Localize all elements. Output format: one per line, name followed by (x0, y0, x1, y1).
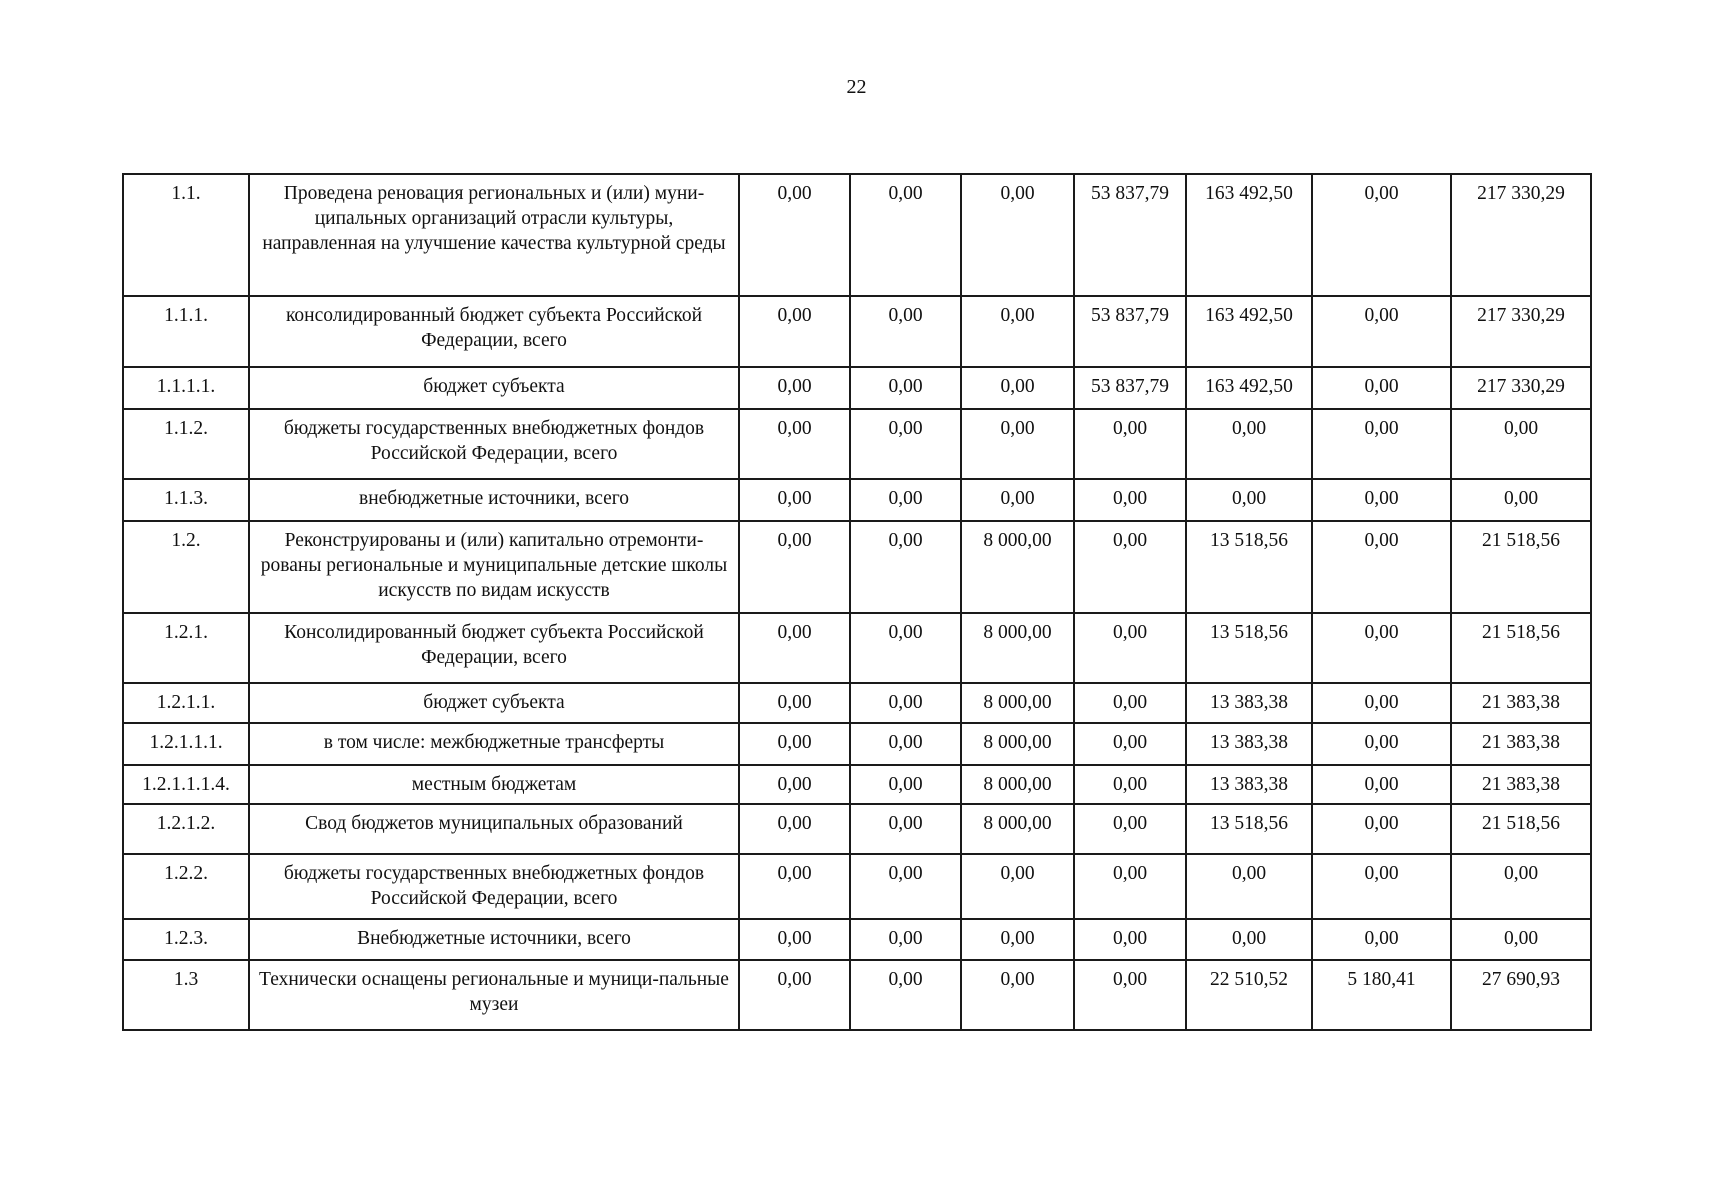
table-row (123, 174, 1591, 296)
value-col-2: 0,00 (850, 174, 961, 296)
row-total: 21 383,38 (1451, 723, 1591, 765)
row-code: 1.1.2. (123, 409, 249, 479)
row-total: 27 690,93 (1451, 960, 1591, 1030)
value-col-6: 0,00 (1312, 804, 1451, 854)
value-col-2: 0,00 (850, 854, 961, 919)
row-total: 21 518,56 (1451, 613, 1591, 683)
value-col-1: 0,00 (739, 367, 850, 409)
row-description: бюджеты государственных внебюджетных фондов Российской Федерации, всего (249, 854, 739, 919)
value-col-4: 0,00 (1074, 521, 1186, 613)
value-col-5: 13 383,38 (1186, 723, 1312, 765)
value-col-3: 8 000,00 (961, 765, 1074, 804)
value-col-3: 0,00 (961, 174, 1074, 296)
table-row (123, 960, 1591, 1030)
value-col-3: 0,00 (961, 854, 1074, 919)
row-description: Свод бюджетов муниципальных образований (249, 804, 739, 854)
value-col-6: 0,00 (1312, 854, 1451, 919)
value-col-3: 8 000,00 (961, 613, 1074, 683)
page-number: 22 (846, 76, 867, 98)
row-code: 1.1.1.1. (123, 367, 249, 409)
table-row (123, 367, 1591, 409)
value-col-3: 0,00 (961, 296, 1074, 367)
value-col-5: 163 492,50 (1186, 367, 1312, 409)
table-row (123, 723, 1591, 765)
budget-table (122, 173, 1592, 1031)
value-col-2: 0,00 (850, 804, 961, 854)
value-col-4: 0,00 (1074, 854, 1186, 919)
value-col-2: 0,00 (850, 613, 961, 683)
row-code: 1.2.1.1.1.4. (123, 765, 249, 804)
table-row (123, 521, 1591, 613)
value-col-4: 0,00 (1074, 919, 1186, 960)
table-row (123, 296, 1591, 367)
row-code: 1.2.3. (123, 919, 249, 960)
value-col-5: 0,00 (1186, 854, 1312, 919)
value-col-3: 0,00 (961, 919, 1074, 960)
value-col-3: 8 000,00 (961, 683, 1074, 723)
value-col-5: 163 492,50 (1186, 174, 1312, 296)
row-total: 0,00 (1451, 409, 1591, 479)
value-col-6: 0,00 (1312, 174, 1451, 296)
table-row (123, 854, 1591, 919)
value-col-4: 0,00 (1074, 804, 1186, 854)
value-col-2: 0,00 (850, 409, 961, 479)
value-col-1: 0,00 (739, 723, 850, 765)
value-col-6: 0,00 (1312, 521, 1451, 613)
value-col-3: 8 000,00 (961, 804, 1074, 854)
row-code: 1.2. (123, 521, 249, 613)
value-col-4: 0,00 (1074, 723, 1186, 765)
value-col-1: 0,00 (739, 174, 850, 296)
value-col-6: 0,00 (1312, 765, 1451, 804)
row-total: 0,00 (1451, 919, 1591, 960)
row-code: 1.1. (123, 174, 249, 296)
value-col-6: 0,00 (1312, 296, 1451, 367)
value-col-6: 0,00 (1312, 409, 1451, 479)
value-col-4: 0,00 (1074, 765, 1186, 804)
value-col-3: 0,00 (961, 479, 1074, 521)
value-col-1: 0,00 (739, 960, 850, 1030)
value-col-1: 0,00 (739, 479, 850, 521)
value-col-6: 0,00 (1312, 479, 1451, 521)
value-col-6: 0,00 (1312, 919, 1451, 960)
value-col-3: 8 000,00 (961, 723, 1074, 765)
row-total: 21 383,38 (1451, 765, 1591, 804)
row-total: 217 330,29 (1451, 174, 1591, 296)
row-description: Реконструированы и (или) капитально отремонти-рованы региональные и муниципальные детские школы искусств по видам искусств (249, 521, 739, 613)
value-col-4: 0,00 (1074, 683, 1186, 723)
row-code: 1.2.1.1. (123, 683, 249, 723)
table-row (123, 613, 1591, 683)
row-description: внебюджетные источники, всего (249, 479, 739, 521)
value-col-3: 8 000,00 (961, 521, 1074, 613)
value-col-6: 0,00 (1312, 367, 1451, 409)
value-col-6: 0,00 (1312, 683, 1451, 723)
row-code: 1.1.1. (123, 296, 249, 367)
value-col-4: 53 837,79 (1074, 296, 1186, 367)
value-col-2: 0,00 (850, 919, 961, 960)
row-code: 1.2.2. (123, 854, 249, 919)
value-col-3: 0,00 (961, 409, 1074, 479)
table-row (123, 409, 1591, 479)
row-total: 21 518,56 (1451, 804, 1591, 854)
value-col-1: 0,00 (739, 683, 850, 723)
table-row (123, 683, 1591, 723)
value-col-5: 13 518,56 (1186, 613, 1312, 683)
row-code: 1.2.1.1.1. (123, 723, 249, 765)
value-col-6: 5 180,41 (1312, 960, 1451, 1030)
row-code: 1.2.1. (123, 613, 249, 683)
value-col-1: 0,00 (739, 854, 850, 919)
row-total: 0,00 (1451, 479, 1591, 521)
value-col-5: 13 518,56 (1186, 804, 1312, 854)
value-col-4: 0,00 (1074, 479, 1186, 521)
value-col-5: 13 518,56 (1186, 521, 1312, 613)
row-total: 21 383,38 (1451, 683, 1591, 723)
value-col-2: 0,00 (850, 367, 961, 409)
row-code: 1.2.1.2. (123, 804, 249, 854)
value-col-1: 0,00 (739, 521, 850, 613)
row-description: местным бюджетам (249, 765, 739, 804)
value-col-4: 53 837,79 (1074, 174, 1186, 296)
value-col-5: 0,00 (1186, 919, 1312, 960)
table-body (123, 174, 1591, 1030)
value-col-1: 0,00 (739, 804, 850, 854)
row-code: 1.1.3. (123, 479, 249, 521)
row-description: Консолидированный бюджет субъекта Российской Федерации, всего (249, 613, 739, 683)
value-col-6: 0,00 (1312, 613, 1451, 683)
row-total: 0,00 (1451, 854, 1591, 919)
value-col-2: 0,00 (850, 683, 961, 723)
value-col-2: 0,00 (850, 723, 961, 765)
value-col-2: 0,00 (850, 296, 961, 367)
table-row (123, 479, 1591, 521)
value-col-1: 0,00 (739, 409, 850, 479)
value-col-4: 0,00 (1074, 613, 1186, 683)
value-col-3: 0,00 (961, 367, 1074, 409)
row-description: Технически оснащены региональные и муници-пальные музеи (249, 960, 739, 1030)
row-total: 217 330,29 (1451, 296, 1591, 367)
row-description: бюджеты государственных внебюджетных фондов Российской Федерации, всего (249, 409, 739, 479)
value-col-5: 13 383,38 (1186, 683, 1312, 723)
table-row (123, 804, 1591, 854)
value-col-5: 163 492,50 (1186, 296, 1312, 367)
value-col-2: 0,00 (850, 765, 961, 804)
value-col-5: 13 383,38 (1186, 765, 1312, 804)
row-description: консолидированный бюджет субъекта Российской Федерации, всего (249, 296, 739, 367)
value-col-2: 0,00 (850, 521, 961, 613)
value-col-1: 0,00 (739, 919, 850, 960)
value-col-2: 0,00 (850, 479, 961, 521)
row-total: 21 518,56 (1451, 521, 1591, 613)
row-description: бюджет субъекта (249, 367, 739, 409)
value-col-1: 0,00 (739, 765, 850, 804)
value-col-5: 22 510,52 (1186, 960, 1312, 1030)
table-row (123, 765, 1591, 804)
table-row (123, 919, 1591, 960)
row-description: в том числе: межбюджетные трансферты (249, 723, 739, 765)
row-total: 217 330,29 (1451, 367, 1591, 409)
value-col-4: 0,00 (1074, 409, 1186, 479)
value-col-5: 0,00 (1186, 409, 1312, 479)
value-col-6: 0,00 (1312, 723, 1451, 765)
row-description: бюджет субъекта (249, 683, 739, 723)
value-col-4: 53 837,79 (1074, 367, 1186, 409)
row-description: Внебюджетные источники, всего (249, 919, 739, 960)
value-col-4: 0,00 (1074, 960, 1186, 1030)
value-col-3: 0,00 (961, 960, 1074, 1030)
value-col-1: 0,00 (739, 613, 850, 683)
row-description: Проведена реновация региональных и (или) муни-ципальных организаций отрасли культуры, направленная на улучшение качества культурной среды (249, 174, 739, 296)
value-col-5: 0,00 (1186, 479, 1312, 521)
value-col-1: 0,00 (739, 296, 850, 367)
row-code: 1.3 (123, 960, 249, 1030)
value-col-2: 0,00 (850, 960, 961, 1030)
